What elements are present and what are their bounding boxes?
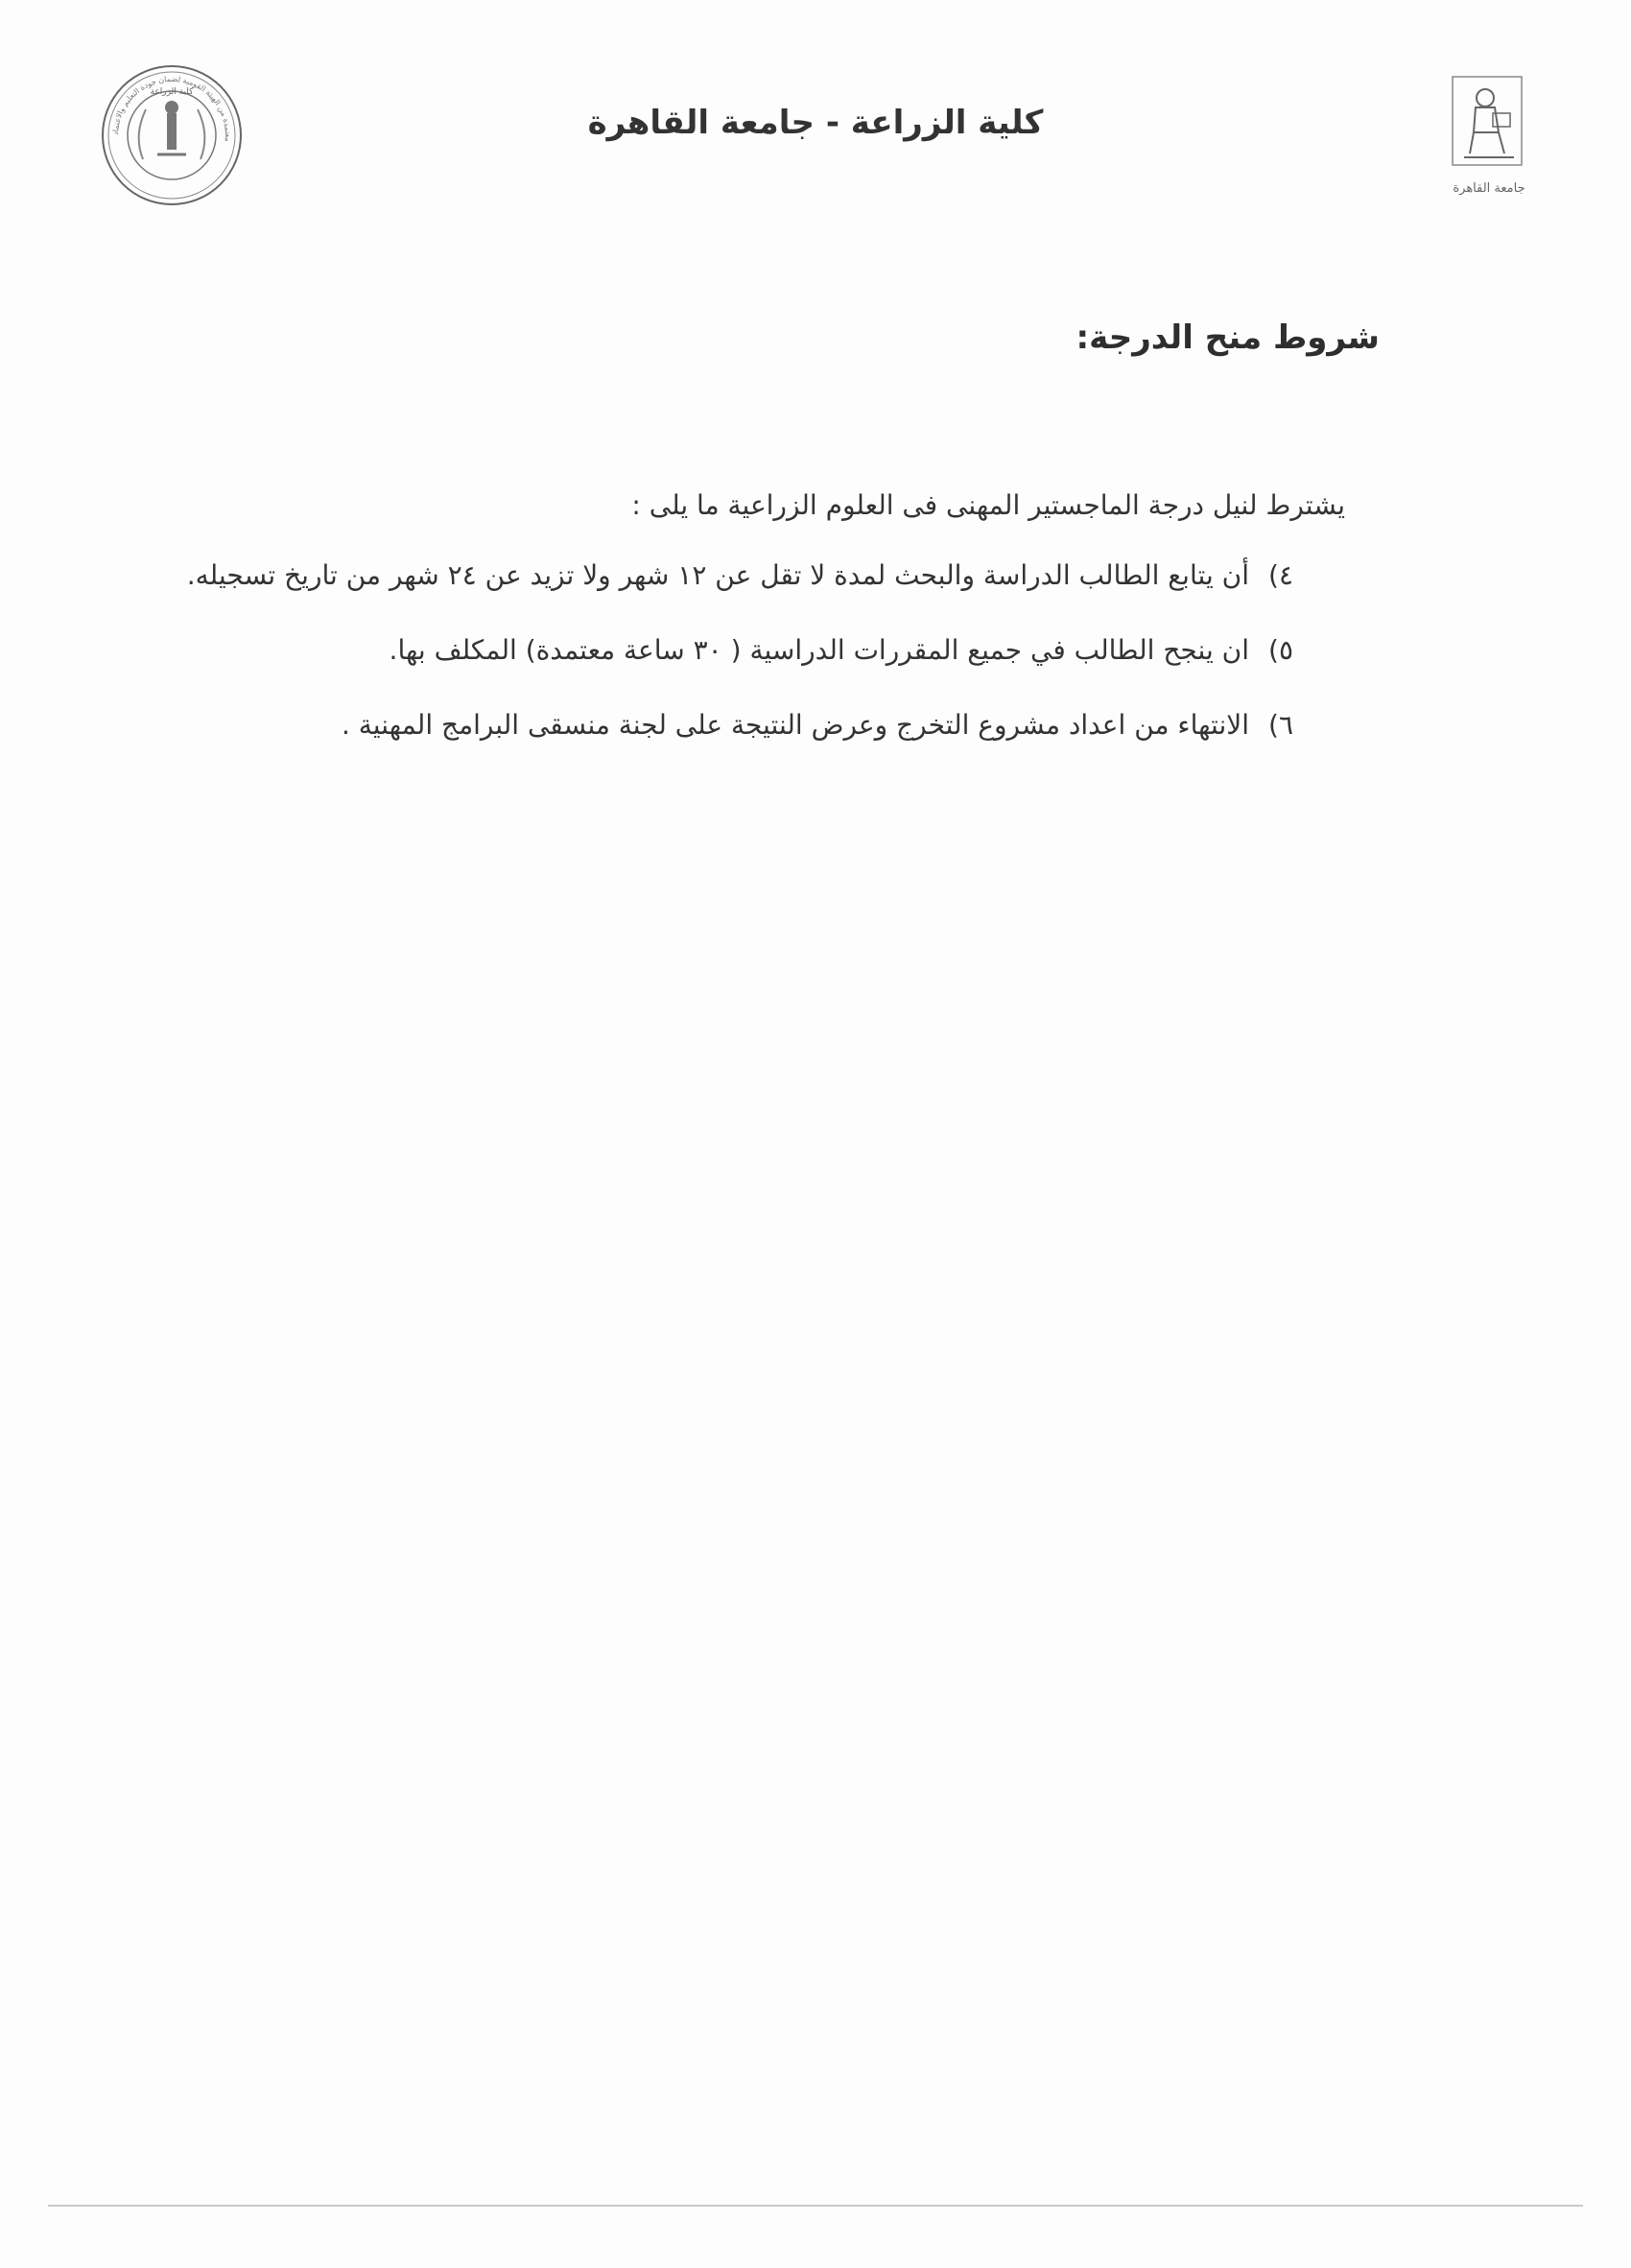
condition-number: ٥) <box>1268 634 1293 666</box>
list-item <box>152 545 1293 606</box>
condition-text: أن يتابع الطالب الدراسة والبحث لمدة لا تقل عن ١٢ شهر ولا تزيد عن ٢٤ شهر من تاريخ تسجيله. <box>186 559 1249 591</box>
condition-number: ٤) <box>1268 559 1293 591</box>
seal-ring-text: معتمدة من الهيئة القومية لضمان جودة التعليم والاعتماد <box>110 74 233 143</box>
list-item <box>152 695 1293 756</box>
emblem-caption: جامعة القاهرة <box>1453 181 1525 196</box>
page-divider <box>48 2205 1583 2207</box>
conditions-list <box>152 545 1293 769</box>
seal-inner-text: كلية الزراعة <box>150 87 194 97</box>
cairo-university-emblem-icon <box>1431 58 1547 211</box>
list-item <box>152 620 1293 681</box>
header-title: كلية الزراعة - جامعة القاهرة <box>587 104 1044 142</box>
condition-number: ٦) <box>1268 709 1293 741</box>
section-heading: شروط منح الدرجة: <box>1076 319 1380 357</box>
intro-text: يشترط لنيل درجة الماجستير المهنى فى العلوم الزراعية ما يلى : <box>631 489 1345 521</box>
condition-text: ان ينجح الطالب في جميع المقررات الدراسية ( ٣٠ ساعة معتمدة) المكلف بها. <box>389 634 1249 666</box>
condition-text: الانتهاء من اعداد مشروع التخرج وعرض النتيجة على لجنة منسقى البرامج المهنية . <box>341 709 1249 741</box>
